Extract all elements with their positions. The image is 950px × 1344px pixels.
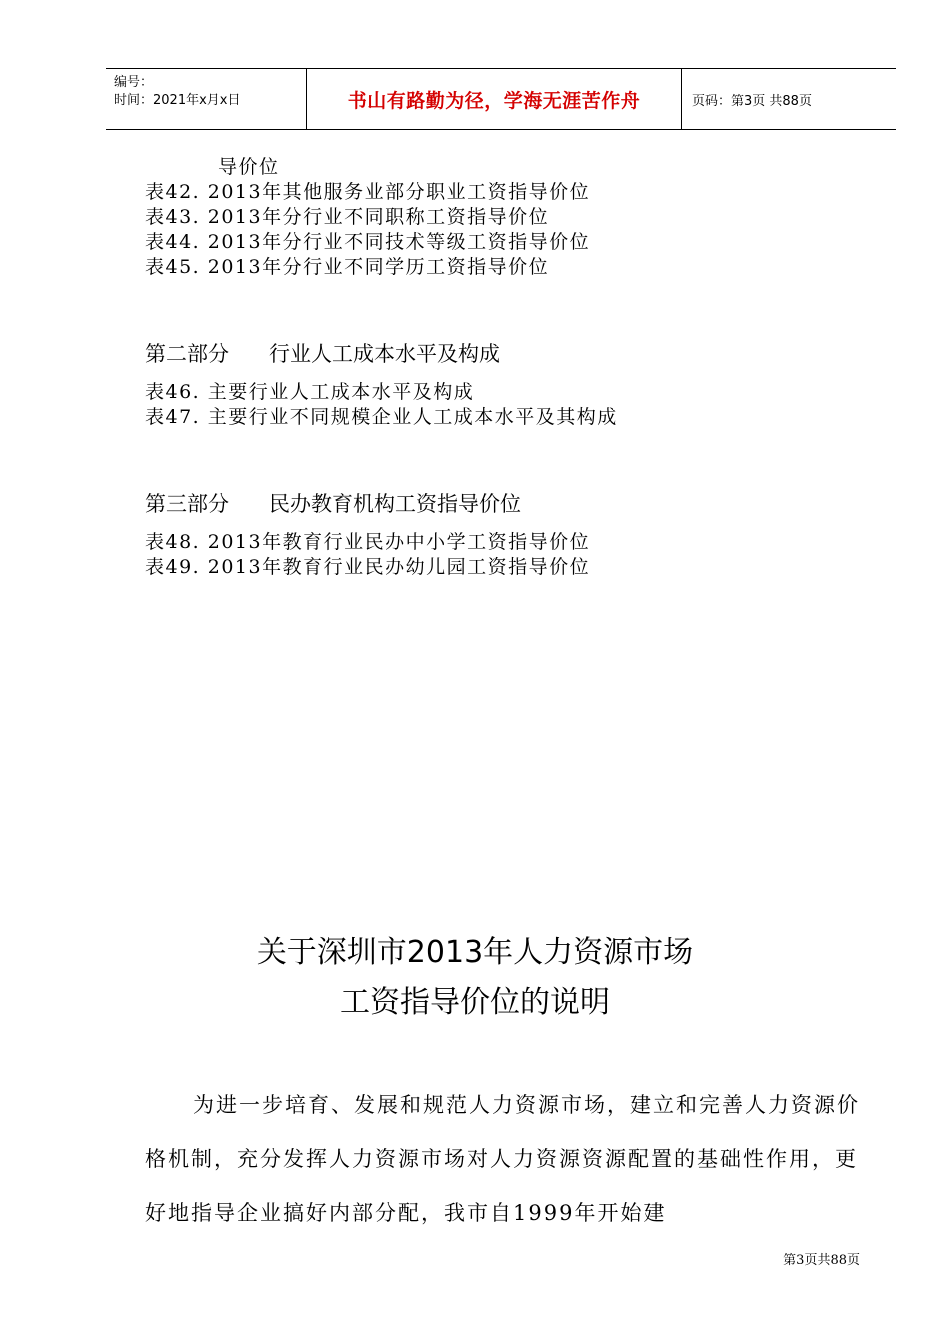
header-meta-cell: [106, 69, 307, 129]
toc-item: 表49. 2013年教育行业民办幼儿园工资指导价位: [145, 556, 591, 578]
toc-item: 表43. 2013年分行业不同职称工资指导价位: [145, 206, 550, 228]
section-title-text: 民办教育机构工资指导价位: [269, 492, 521, 516]
toc-item: 表48. 2013年教育行业民办中小学工资指导价位: [145, 531, 591, 553]
header-page-label: 页码：第3页 共88页: [692, 93, 812, 109]
document-number-label: 编号：: [114, 75, 154, 90]
section-label: 第三部分: [145, 492, 229, 516]
toc-item: 表46. 主要行业人工成本水平及构成: [145, 381, 475, 403]
section-heading-part2: [145, 340, 500, 368]
toc-item: 表45. 2013年分行业不同学历工资指导价位: [145, 256, 550, 278]
header-page-cell: [682, 69, 896, 129]
section-title-text: 行业人工成本水平及构成: [269, 342, 500, 366]
toc-item: 表42. 2013年其他服务业部分职业工资指导价位: [145, 181, 591, 203]
document-time-label: 时间：2021年x月x日: [114, 93, 241, 108]
document-title-line2: 工资指导价位的说明: [340, 985, 610, 1020]
header-motto: 书山有路勤为径，学海无涯苦作舟: [347, 89, 641, 112]
document-title-line1: 关于深圳市2013年人力资源市场: [256, 935, 694, 970]
page-footer: 第3页共88页: [783, 1253, 860, 1268]
page-header: [106, 68, 896, 130]
section-label: 第二部分: [145, 342, 229, 366]
toc-item: 表44. 2013年分行业不同技术等级工资指导价位: [145, 231, 591, 253]
toc-continued-line: 导价位: [218, 156, 280, 178]
header-motto-cell: [307, 69, 682, 129]
toc-item: 表47. 主要行业不同规模企业人工成本水平及其构成: [145, 406, 618, 428]
body-paragraph: [145, 1078, 860, 1240]
paragraph-text: 为进一步培育、发展和规范人力资源市场，建立和完善人力资源价格机制，充分发挥人力资源市场对人力资源资源配置的基础性作用，更好地指导企业搞好内部分配，我市自1999年开始建: [145, 1093, 860, 1225]
section-heading-part3: [145, 490, 521, 518]
